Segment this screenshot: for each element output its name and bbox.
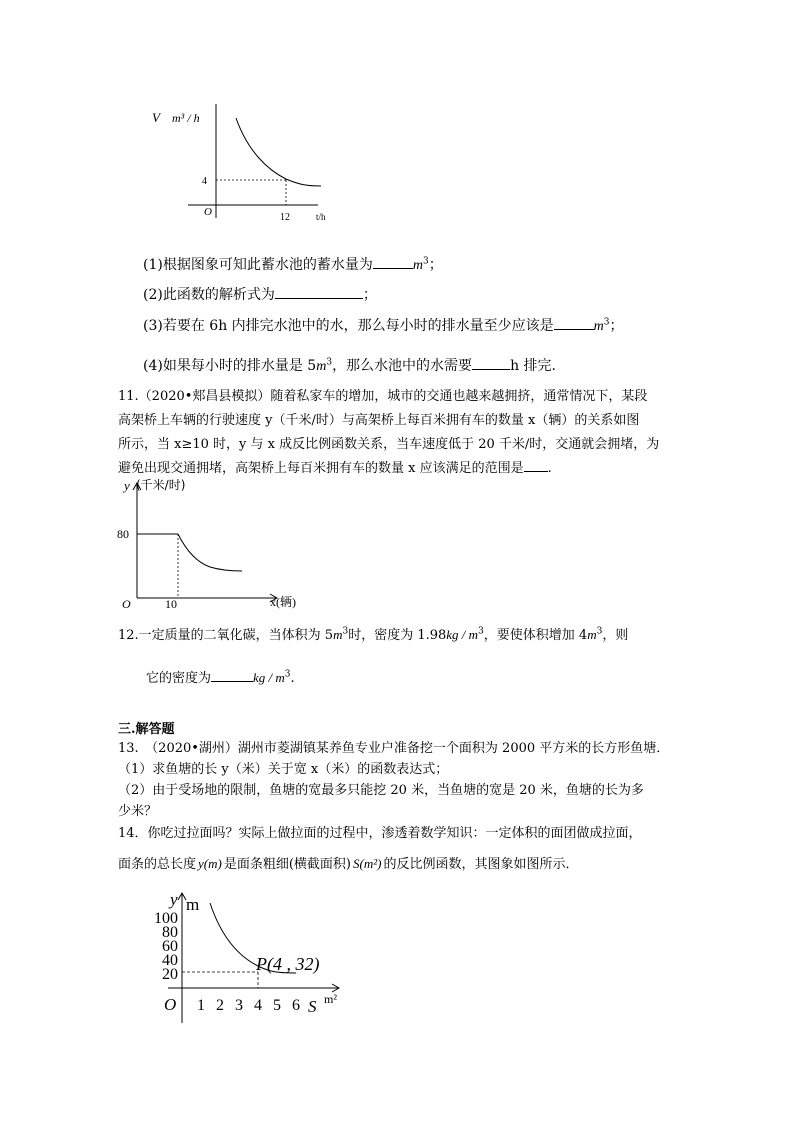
q11-line-2: 高架桥上车辆的行驶速度 y（千米/时）与高架桥上每百米拥有车的数量 x（辆）的关系如图 — [118, 413, 640, 428]
graph-3-y-label: y — [170, 890, 178, 909]
graph-3-point-label: P(4 , 32) — [256, 954, 320, 974]
q10-part-2-text: (2)此函数的解析式为 — [143, 287, 275, 303]
q12-text-1: 12.一定质量的二氧化碳，当体积为 5 — [118, 628, 334, 643]
q10-part-3: (3)若要在 6h 内排完水池中的水，那么每小时的排水量至少应该是 $m^3$； — [143, 317, 624, 334]
graph-1-y-label: V — [152, 110, 160, 125]
y-tick-label: 20 — [162, 966, 178, 983]
y-tick-label: 60 — [162, 938, 178, 955]
graph-1-curve — [236, 118, 321, 186]
q10-part-4-mid: ，那么水池中的水需要 — [332, 358, 473, 374]
q10-part-4: (4)如果每小时的排水量是 $5m^3$，那么水池中的水需要 h 排完. — [143, 357, 556, 374]
x-tick-label: 6 — [292, 997, 300, 1014]
graph-1-mark-x: 12 — [280, 212, 290, 223]
y-tick-label: 80 — [162, 924, 178, 941]
q13-line-2: （1）求鱼塘的长 y（米）关于宽 x（米）的函数表达式； — [118, 762, 449, 777]
graph-1-origin: O — [204, 206, 212, 218]
graph-3-y-unit: m — [186, 895, 200, 914]
q10-part-3-text: (3)若要在 6h 内排完水池中的水，那么每小时的排水量至少应该是 — [143, 318, 554, 334]
q10-part-3-end: ； — [609, 318, 624, 334]
graph-3-y-ticks — [154, 910, 178, 983]
graph-2-curve — [178, 534, 242, 571]
answer-blank[interactable] — [554, 329, 594, 330]
graph-2-origin: O — [122, 597, 131, 611]
x-tick-label: 1 — [197, 997, 205, 1014]
q12-line-2-text: 它的密度为 — [146, 671, 212, 686]
q10-part-4-text: (4)如果每小时的排水量是 5 — [143, 358, 317, 374]
q14-text-2: 是面条粗细(横截面积) — [223, 857, 351, 872]
unit: m — [316, 359, 327, 374]
unit: m — [412, 258, 423, 273]
answer-blank[interactable] — [524, 471, 548, 472]
q12-text-4: ，则 — [602, 628, 629, 643]
graph-1-x-label: t/h — [316, 212, 326, 222]
answer-blank[interactable] — [373, 268, 413, 269]
y-tick-label: 40 — [162, 952, 178, 969]
unit: kg / m — [253, 670, 285, 685]
unit: m — [593, 319, 604, 334]
q14-line-1: 14．你吃过拉面吗？实际上做拉面的过程中，渗透着数学知识：一定体积的面团做成拉面， — [118, 826, 642, 841]
q11-line-4-text: 避免出现交通拥堵，高架桥上每百米拥有车的数量 x 应该满足的范围是 — [118, 461, 524, 476]
graph-3-origin: O — [164, 995, 177, 1014]
formula-y: y(m) — [198, 856, 222, 871]
q12-line-1: 12.一定质量的二氧化碳，当体积为 $5m^3$时，密度为 $1.98kg / m^3$，要使体积增加 $4m^3$，则 — [118, 626, 629, 643]
q10-part-1-text: (1)根据图象可知此蓄水池的蓄水量为 — [143, 257, 373, 273]
graph-1-mark-y: 4 — [202, 176, 207, 187]
q13-line-1: 13. （2020•湖州）湖州市菱湖镇某养鱼专业户准备挖一个面积为 2000 平方米的长方形鱼塘． — [118, 741, 670, 756]
answer-blank[interactable] — [472, 369, 510, 370]
graph-2 — [110, 474, 310, 614]
graph-3-x-label: S — [308, 997, 317, 1016]
answer-blank[interactable] — [211, 681, 253, 682]
q11-line-3: 所示，当 x≥10 时，y 与 x 成反比例函数关系，当车速度低于 20 千米/时，交通就会拥堵，为 — [118, 437, 660, 452]
x-tick-label: 3 — [235, 997, 243, 1014]
q14-text-1: 面条的总长度 — [118, 857, 197, 872]
graph-1 — [140, 100, 340, 230]
y-tick-label: 100 — [154, 910, 178, 927]
q12-line-2-end: . — [290, 671, 295, 686]
graph-2-mark-x: 10 — [165, 597, 177, 611]
q11-line-4-end: . — [547, 461, 552, 476]
q13-line-3: （2）由于受场地的限制，鱼塘的宽最多只能挖 20 米，当鱼塘的宽是 20 米，鱼塘的长为多 — [118, 783, 644, 798]
graph-2-y-label: y — [124, 478, 130, 493]
q10-part-2 — [143, 287, 377, 304]
graph-2-y-unit: (千米/时) — [136, 478, 186, 492]
x-tick-label: 4 — [254, 997, 262, 1014]
graph-3 — [140, 885, 355, 1030]
q10-part-1: (1)根据图象可知此蓄水池的蓄水量为 $m^3$； — [143, 256, 443, 273]
q11-line-1: 11.（2020•郏昌县模拟）随着私家车的增加，城市的交通也越来越拥挤，通常情况下，某段 — [118, 389, 648, 404]
q12-text-3: ，要使体积增加 4 — [483, 628, 588, 643]
q14-line-2 — [118, 856, 578, 873]
section-3-title: 三.解答题 — [118, 722, 175, 737]
q14-text-3: 的反比例函数，其图象如图所示． — [383, 857, 579, 872]
x-tick-label: 2 — [216, 997, 224, 1014]
q12-line-2: 它的密度为 kg / $m^3$. — [146, 669, 295, 686]
unit: kg / m — [446, 627, 479, 642]
unit: m — [587, 627, 597, 642]
q10-part-1-end: ； — [428, 257, 443, 273]
graph-1-y-unit: m³ / h — [172, 111, 200, 125]
q13-line-4: 少米？ — [118, 804, 158, 819]
graph-3-x-unit: m² — [324, 992, 337, 1006]
q12-text-2: 时，密度为 1.98 — [348, 628, 447, 643]
graph-2-mark-y: 80 — [117, 527, 129, 541]
unit: m — [333, 627, 343, 642]
x-tick-label: 5 — [273, 997, 281, 1014]
graph-3-x-ticks — [197, 997, 300, 1014]
formula-s: S(m²) — [353, 856, 382, 871]
q10-part-4-end: h 排完. — [510, 358, 556, 374]
answer-blank[interactable] — [275, 298, 363, 299]
graph-2-x-label: x(辆) — [270, 595, 296, 609]
q10-part-2-end: ； — [362, 287, 377, 303]
